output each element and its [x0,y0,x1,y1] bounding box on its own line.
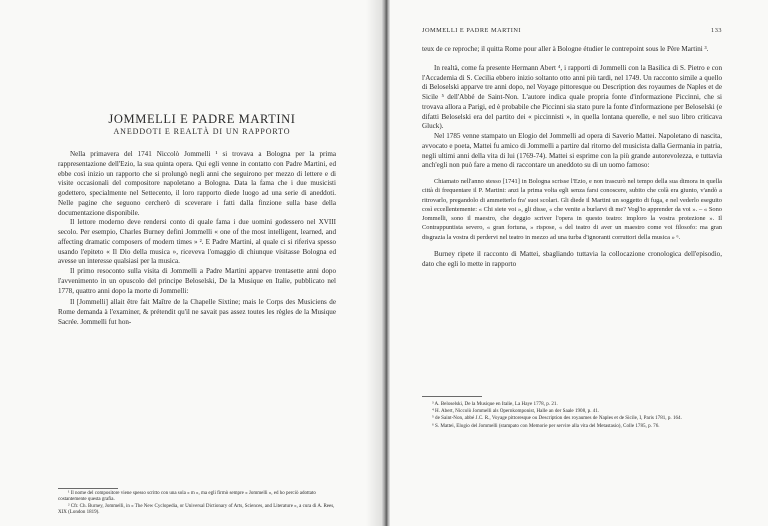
footnote: ² Cfr. Ch. Burney, Jommelli, in « The New Cyclopedia, or Universal Dictionary of Arts, Sciences, and Literature », a cura di A. Rees, XIX (London 1819). [58,503,335,515]
book-gutter [382,0,390,526]
chapter-title: JOMMELLI E PADRE MARTINI [108,112,296,126]
gutter-shadow-left [366,0,382,526]
footnote: ⁵ de Saint-Non, abbé J.C. R., Voyage pittoresque ou Description des royaumes de Naples et de Sicile, I, Paris 1781, p. 164. [432,415,682,422]
right-body-text [422,45,722,270]
block-quote: Il [Jommelli] allait être fait Maître de la Chapelle Sixtine; mais le Corps des Musiciens de Rome demanda à l'examiner, & prétendit qu'il ne savait pas assez toutes les règles de la Musique Sacrée. Jommelli fut hon- [58,298,336,326]
quote-paragraph: Chiamato nell'anno stesso [1741] in Bologna scrisse l'Ezio, e non trascurò nel tempo della sua dimora in quella città di frequentare il P. Martini: anzi la prima volta egli senza farsi conoscere, subito che colà era giunto, v'andò a ritrovarlo, pregandolo di ammetterlo fra' suoi scolari. Gli diede il Martini un soggetto di fuga, e nel vederlo eseguito così eccellentemente: « Chi siete voi », gli disse, « che venite a burlarvi di me? Vogl'io apprender da voi ». – « Sono Jommelli, sono il maestro, che deggio scriver l'opera in questo teatro: imploro la vostra protezione ». Il Contrappuntista severo, « gran fortuna, » rispose, « del teatro di aver un maestro come voi filosofo: ma gran disgrazia la vostra di perdervi nel teatro in mezzo ad una turba d'ignoranti corruttori della musica » ⁶. [422,178,722,241]
footnote: ⁶ S. Mattei, Elogio del Jommelli (stampato con Memorie per servire alla vita del Metastasio), Colle 1785, p. 76. [432,422,660,429]
right-footnotes [422,401,722,430]
paragraph: In realtà, come fa presente Hermann Abert ⁴, i rapporti di Jommelli con la Basilica di S. Pietro e con l'Accademia di S. Cecilia ebbero inizio soltanto otto anni più tardi, nel 1749. Un racconto simile a quello di Beloselski apparve tre anni dopo, nel Voyage pittoresque ou Description des royaumes de Naples et de Sicile ⁵ dell'Abbé de Saint-Non. L'autore indica quale propria fonte d'informazione Piccinni, che si trovava allora a Parigi, ed è probabile che Piccinni sia stato pure la fonte d'informazione per Beloselski (e difatti Beloselski era del partito dei « piccinnisti », in quella lontana querelle, e nel suo libro criticava Gluck). [422,63,722,131]
footnote: ¹ Il nome del compositore viene spesso scritto con una sola « m », ma egli firmò sempre « Jommelli », ed ho perciò adottato costantemente questa grafia. [58,491,316,503]
paragraph: Burney ripete il racconto di Mattei, sbagliando tuttavia la collocazione cronologica dell'episodio, dato che egli lo mette in rapporto [422,250,722,268]
left-body-text [58,150,336,328]
paragraph: Nella primavera del 1741 Niccolò Jommelli ¹ si trovava a Bologna per la prima rappresentazione dell'Ezio, la sua quinta opera. Qui egli venne in contatto con Padre Martini, ed ebbe così inizio un rapporto che si prolungò negli anni che seguirono per mezzo di lettere e di visite occasionali del compositore napoletano a Bologna. Data la fama che i due musicisti godettero, specialmente nel Settecento, il loro rapporto diede luogo ad una serie di aneddoti. Nelle pagine che seguono cercherò di sceverare i fatti dalla finzione sulla base della documentazione disponibile. [58,150,336,217]
footnote-rule [422,396,482,397]
page-number: 133 [711,27,722,34]
chapter-subtitle: ANEDDOTI E REALTÀ DI UN RAPPORTO [113,127,291,136]
paragraph: teux de ce reproche; il quitta Rome pour aller à Bologne étudier le contrepoint sous le Père Martini ³. [422,45,709,53]
left-page [0,0,382,526]
paragraph: Nel 1785 venne stampato un Elogio del Jommelli ad opera di Saverio Mattei. Napoletano di nascita, avvocato e poeta, Mattei fu amico di Jommelli a partire dal ritorno del musicista dalla Germania in patria, negli ultimi anni della vita di lui (1769-74). Mattei si esprime con la più grande autorevolezza, e tuttavia anch'egli non può fare a meno di raccontare un aneddoto su di un uomo famoso: [422,132,723,170]
footnote: ⁴ H. Abert, Niccolò Jommelli als Opernkomponist, Halle an der Saale 1908, p. 41. [432,408,600,415]
running-header-title: JOMMELLI E PADRE MARTINI [422,27,522,34]
paragraph: Il primo resoconto sulla visita di Jommelli a Padre Martini apparve trentasette anni dopo l'avvenimento in un opuscolo del principe Beloselski, De la Musique en Italie, pubblicato nel 1778, quattro anni dopo la morte di Jommelli: [58,267,336,295]
footnote: ³ A. Beloselski, De la Musique en Italie, La Haye 1778, p. 21. [432,401,558,407]
running-header [422,27,722,34]
footnote-rule [58,488,118,489]
paragraph: Il lettore moderno deve rendersi conto di quale fama i due uomini godessero nel XVIII secolo. Per esempio, Charles Burney definì Jommelli « one of the most intelligent, learned, and affecting dramatic composers of modern times » ². E Padre Martini, al quale ci si riferiva spesso usando l'epiteto « Il Dio della musica », riceveva l'omaggio di chiunque visitasse Bologna ed avesse un interesse qualsiasi per la musica. [58,218,336,266]
left-footnotes [58,491,336,516]
block-quote [422,177,722,242]
